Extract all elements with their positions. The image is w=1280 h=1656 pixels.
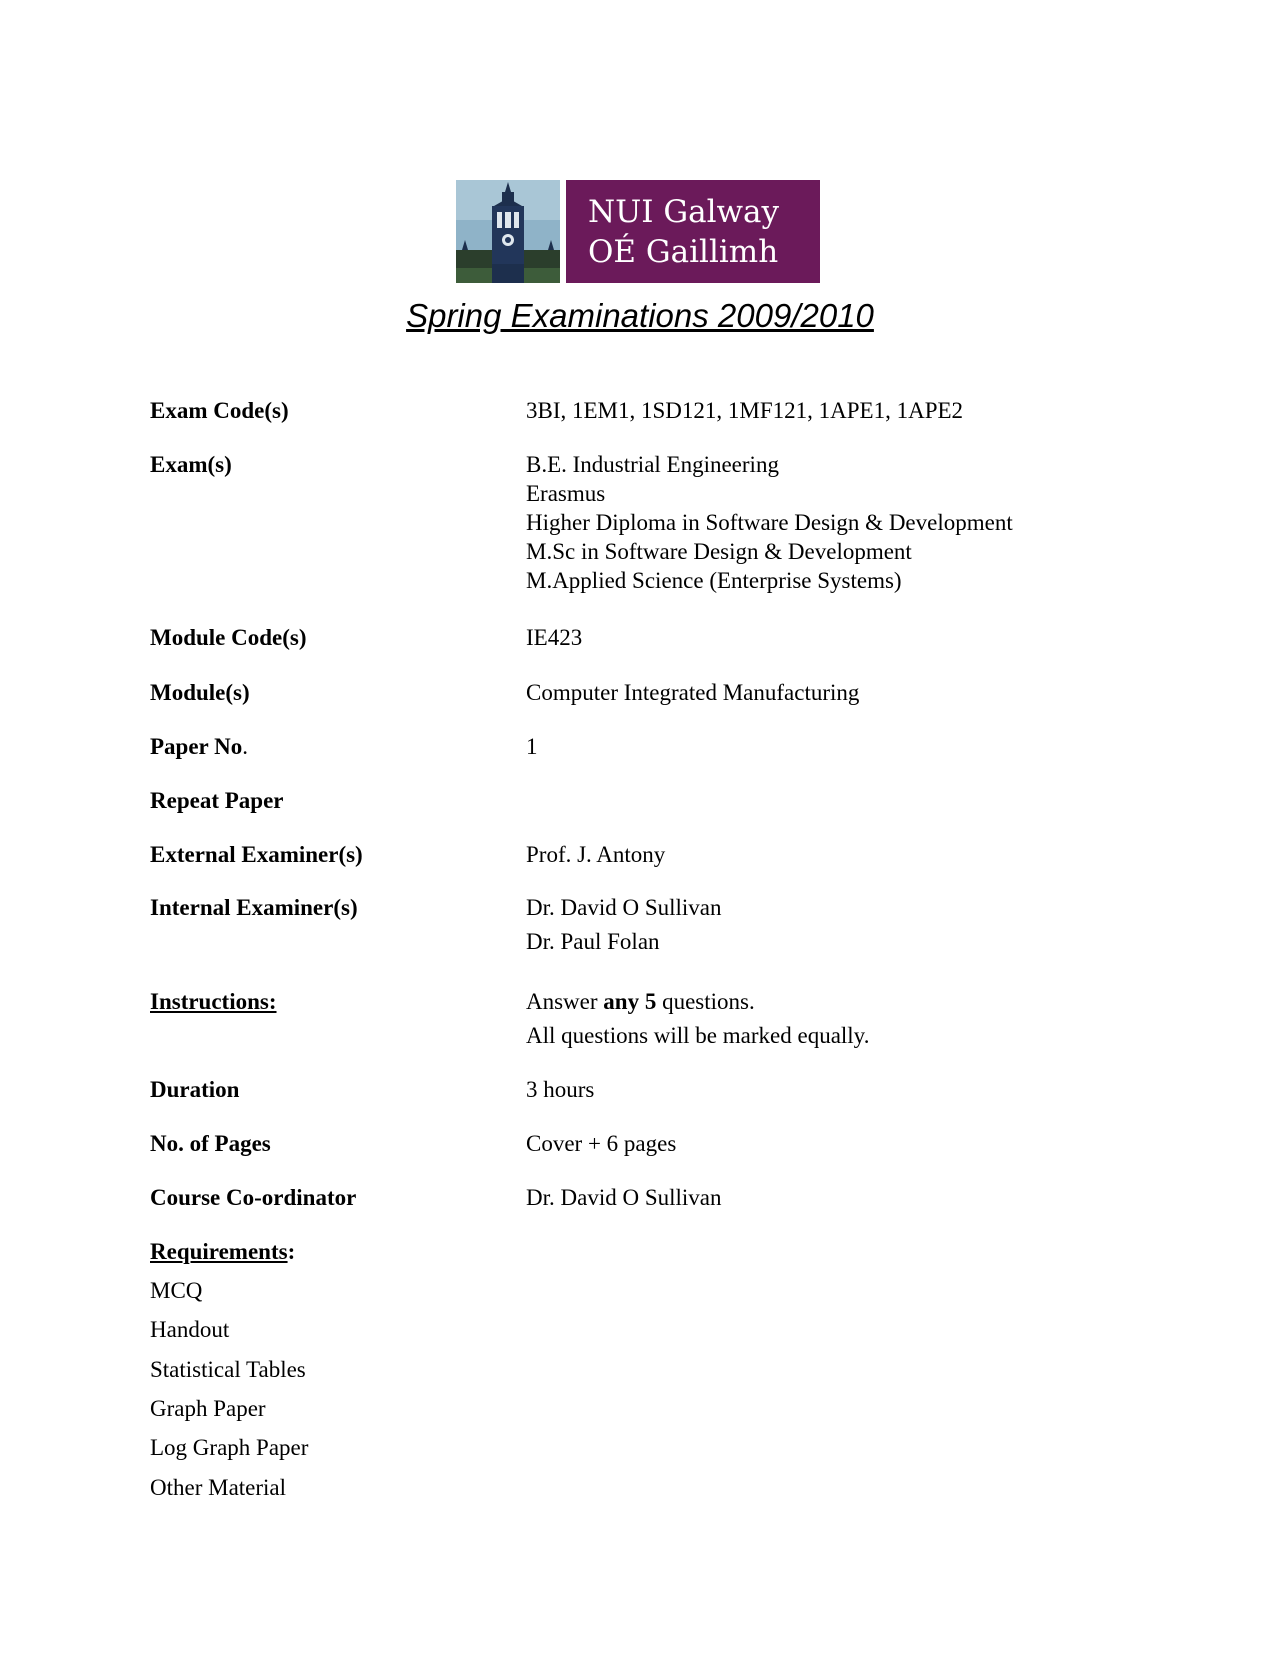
exam-item: Higher Diploma in Software Design & Development <box>526 510 1013 535</box>
exam-codes-label: Exam Code(s) <box>150 398 289 423</box>
university-logo <box>456 180 820 283</box>
paper-no-label-text: Paper No <box>150 734 243 759</box>
requirement-item: Handout <box>150 1317 230 1342</box>
duration-value: 3 hours <box>526 1077 595 1102</box>
requirements-label <box>150 1237 295 1266</box>
pages-value: Cover + 6 pages <box>526 1131 677 1156</box>
page-title: Spring Examinations 2009/2010 <box>406 297 874 334</box>
requirement-item: MCQ <box>150 1278 203 1303</box>
exam-codes-value: 3BI, 1EM1, 1SD121, 1MF121, 1APE1, 1APE2 <box>526 398 964 423</box>
modules-value: Computer Integrated Manufacturing <box>526 680 860 705</box>
instructions-emphasis: any 5 <box>603 989 657 1014</box>
logo-name-english: NUI Galway <box>588 194 780 230</box>
requirement-item: Other Material <box>150 1475 287 1500</box>
exam-item: M.Sc in Software Design & Development <box>526 539 912 564</box>
paper-no-value: 1 <box>526 734 538 759</box>
module-codes-label: Module Code(s) <box>150 625 307 650</box>
clock-tower-icon <box>456 180 560 283</box>
pages-label: No. of Pages <box>150 1131 271 1156</box>
logo-wordmark <box>566 180 820 283</box>
paper-no-label-period: . <box>242 734 248 759</box>
instructions-line-2: All questions will be marked equally. <box>526 1023 870 1048</box>
internal-examiners-label: Internal Examiner(s) <box>150 895 358 920</box>
duration-label: Duration <box>150 1077 240 1102</box>
repeat-paper-label: Repeat Paper <box>150 788 284 813</box>
instructions-prefix: Answer <box>526 989 604 1014</box>
clock-tower-image <box>456 180 560 283</box>
instructions-label: Instructions: <box>150 989 277 1014</box>
logo-name-irish: OÉ Gaillimh <box>588 234 779 270</box>
exam-item: B.E. Industrial Engineering <box>526 452 779 477</box>
external-examiners-label: External Examiner(s) <box>150 842 363 867</box>
exam-item: M.Applied Science (Enterprise Systems) <box>526 568 902 593</box>
requirement-item: Log Graph Paper <box>150 1435 309 1460</box>
exam-item: Erasmus <box>526 481 606 506</box>
requirements-label-colon: : <box>287 1239 296 1264</box>
requirements-label-text: Requirements <box>150 1239 288 1264</box>
exams-label: Exam(s) <box>150 452 232 477</box>
requirement-item: Graph Paper <box>150 1396 266 1421</box>
paper-no-label <box>150 732 248 761</box>
coordinator-value: Dr. David O Sullivan <box>526 1185 722 1210</box>
instructions-line-1 <box>526 987 755 1016</box>
requirement-item: Statistical Tables <box>150 1357 306 1382</box>
internal-examiner-item: Dr. Paul Folan <box>526 929 660 954</box>
external-examiners-value: Prof. J. Antony <box>526 842 666 867</box>
internal-examiner-item: Dr. David O Sullivan <box>526 895 722 920</box>
instructions-suffix: questions. <box>656 989 755 1014</box>
coordinator-label: Course Co-ordinator <box>150 1185 357 1210</box>
modules-label: Module(s) <box>150 680 250 705</box>
module-codes-value: IE423 <box>526 625 583 650</box>
